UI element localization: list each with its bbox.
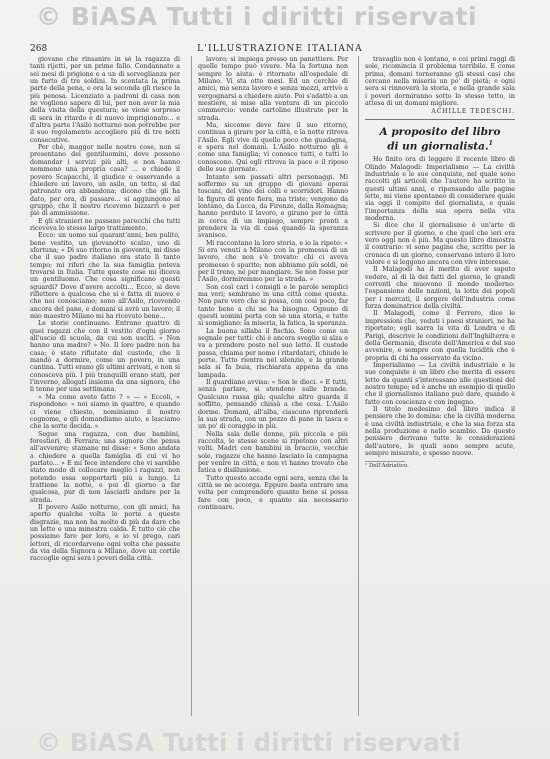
text-column-2: [198, 56, 348, 716]
paragraph: Il Malagodi, come il Ferrero, dice le impressioni che, veduti i paesi stranieri, ne ha riportato; egli narra la vita di Londra e di Parigi, descrive le condizioni dell'Inghilterra e della Germania, discute dell'America e del suo avvenire, e sempre con quella lucidità che è propria di chi ha osservato da vicino.: [365, 310, 515, 362]
paragraph: giovane che rinsanire in sè la ragazza di tanti rijetti, per un prime fallo. Condannato a sei mesi di prigione e a un di sorveglianza per un furto di tre soldini. In scontata la prima parte della pena, e ora la seconda gli riesce la più penosa. Licenziato a padroni di casa non ne vogliono sapere di lui, per non aver la mia della visita della questura; se viene sorpreso di sera in ritardo è di nuovo imprigionato... e d'altra parte l'Asilo notturno non potrebbe per il suo regolamento accogliere più di tre notti consecutive.: [30, 56, 180, 144]
paragraph: Ma, siccome deve fare il suo ritorno, continua a girare per la città, e la notte ritrova l'Asilo. Egli vive di quello poco che guadagna, e spera nel domani. L'Asilo notturno gli è come una famiglia; vi conosce tutti, e tutti lo conoscono. Qui egli ritrova la pace e il riposo delle sue giornate.: [198, 122, 348, 174]
paragraph: La buona sillaba il fischio. Sono come un segnale per tutti: chi è ancora sveglio si alza e va a prendere posto nel suo letto. Il custode passa, chiama per nome i ritardatari, chiude le porte. Tutto rientra nel silenzio, e la grande sala si fa buia, rischiarata appena da una lampada.: [198, 327, 348, 379]
paragraph: Segue una ragazza, con due bambini, forestieri, di Ferrara; una signora che pensa all'avvenire; stamane mi disse: « Sono andata a chiedere a quella famiglia di cui vi ho parlato... » E mi fece intendere che vi sarebbe stato modo di collocare meglio i ragazzi, non potendo essa sopportarli più a lungo. Li trattiene la notte, e poi di giorno a far qualcosa, pur di non lasciarli andare per la strada.: [30, 430, 180, 504]
article-title-line-2: di un giornalista.$^1$: [387, 139, 493, 153]
paragraph: « Ma come avete fatto ? » — « Eccoli, » rispondono: « noi siamo in quattro, e quando ci viene chiesto, nominiamo il nostro cognome, e gli domandiamo aiuto, e lasciamo che la sorte decida. »: [30, 393, 180, 431]
paragraph: Il guardiano avvisa: « Son le dieci. » E tutti, senza parlare, si stendono sulle brande. Qualcuno russa già; qualche altro guarda il soffitto, pensando chissà a che cosa. L'Asilo dorme. Domani, all'alba, ciascuno riprenderà la sua strada, con un pezzo di pane in tasca e un po' di coraggio in più.: [198, 379, 348, 431]
watermark-bottom: © BiASA Tutti i diritti riservati: [36, 728, 461, 757]
paragraph: Imperialismo — La civiltà industriale e le sue conquiste è un libro che merita di essere letto da quanti s'interessano alle questioni del nostro tempo; ed è anche un esempio di quello che il giornalismo italiano può dare, quando è fatto con coscienza e con ingegno.: [365, 361, 515, 406]
footnote: ¹ Dell'Adriatico.: [365, 463, 409, 470]
author-signature: ACHILLE TEDESCHI.: [431, 108, 515, 116]
footnote-marker: 1: [488, 139, 493, 147]
journal-title: L'ILLUSTRAZIONE ITALIANA: [197, 44, 363, 54]
page-number: 268: [30, 44, 48, 54]
paragraph: Mi raccontano la loro storia, e io la ripeto: « Si era venuti a Milano con la promessa di un lavoro, che non s'è trovato: chi ci aveva promesso è sparito; non abbiamo più soldi, né per il treno, né per mangiare. Se non fosse per l'Asilo, dormiremmo per la strada. »: [198, 239, 348, 284]
paragraph: Il Malagodi ha il merito di aver saputo vedere, al di là dei fatti del giorno, le grandi correnti che muovono il mondo moderno: l'espansione delle nazioni, la lotta dei popoli per i mercati, il sorgere dell'industria come forza dominatrice della civiltà.: [365, 266, 515, 311]
paragraph: Son così cari i consigli e le parole semplici ma veri; sembrano in una città come questa. Non pare vero che si possa, con così poco, far tanto bene a chi ne ha bisogno. Ognuno di questi uomini porta con sè una storia, e tutte si somigliano: la miseria, la fatica, la speranza.: [198, 283, 348, 328]
paragraph: Il titolo medesimo del libro indica il pensiero che lo domina: che la civiltà moderna è una civiltà industriale, e che la sua forza sta nella produzione e nello scambio. Da questo pensiero derivano tutte le considerazioni dell'autore, le quali sono sempre acute, sempre misurate, e spesso nuove.: [365, 405, 515, 457]
watermark-top: © BiASA Tutti i diritti riservati: [36, 2, 478, 31]
paragraph: Intanto son passati altri personaggi. Mi soffermo su un gruppo di giovani operai toscani, del vino dei colli e scorridori. Hanno la figura di gente fiera, ma triste; vengono da lontano, da Lucca, da Firenze, dalla Romagna; hanno perduto il lavoro, e girano per le città in cerca di un impiego, sempre pronti a prendere la via di casa quando la speranza svanisce.: [198, 173, 348, 240]
paragraph: lavoro; si impiega presso un panettiere. Per quelle tempo può vivere. Ma la fortuna non sempre lo aiuta: è ritornato all'ospedale di Milano. Vi sta otto mesi. Ed un cerchio di amici, ma senza lavoro e senza mezzi, arrivò a vergognarsi a chiedere aiuto. Poi s'adattò a un mestiere, si mise alla ventura di un piccolo commercio: vende cartoline illustrate per la strada.: [198, 56, 348, 122]
paragraph: Tutto questo accade ogni sera, senza che la città se ne accorga. Eppure basta entrare una volta per comprendere quanto bene si possa fare con poco, e quanto sia necessario continuare.: [198, 474, 348, 511]
paragraph: travaglio non è lontano, e coi primi raggi di sole, ricomincia il problema terribile. E come prima, domani torneranno gli stessi casi che cercano nella miseria un po' di pietà; e ogni sera si rinnoverà la storia, e nella grande sala i poveri dormiranno sotto lo stesso tetto, in attesa di un domani migliore.: [365, 56, 515, 108]
paragraph: Nella sala delle donne, più piccola e più raccolta, le stesse scene si ripetono con altri volti. Madri con bambini in braccio, vecchie sole, ragazze che hanno lasciato la campagna per venire in città, e non vi hanno trovato che fatica e disillusione.: [198, 430, 348, 475]
article-title-line-1: A proposito del libro: [379, 125, 501, 138]
section-divider: [365, 119, 515, 120]
text-column-3: [365, 56, 515, 716]
article-title: [365, 126, 515, 153]
column-rule-2: [358, 56, 359, 716]
paragraph: Le storie continuano. Entrano quattro di quei ragazzi che con il vestito d'ogni giorno all'uscio di scuola, da cui son usciti. « Non hanno una madre? » No. Il loro padre non ha casa; è stato rifiutato dal custode, che li mandò a dormire, come un povero, in una cantina. Tutti erano gli ultimi arrivati, e non si conosceva più. I più tranquilli erano stati, per l'inverno, allogati insieme da una signora, che li tenne per una settimana.: [30, 320, 180, 394]
paragraph: Per chè, maggor nelle nostre cose, non si presentano dei gentiluomini, dove possono domandar i servizi più alti, e non hanno nemmeno una propria casa? ... e chiede il povero Scapacchi, il giudice e osservando a chiedere un lavoro, un asilo, un tetto, si dal patronato ora abbandona; dicono che gli ha dato, per ora, di passare... si aggiungono al gruppo, che il nostro ricevono bizzarri e per piè di ammissione.: [30, 144, 180, 218]
text-column-1: [30, 56, 180, 716]
column-rule-1: [191, 56, 192, 716]
paragraph: Ho finito ora di leggere il recente libro di Olindo Malagodi: Imperialismo — La civiltà industriale e le sue conquiste, nel quale sono raccolti gli articoli che l'autore ha scritto in questi ultimi anni, e ripensando alle pagine lette, mi viene spontaneo di considerare quale sia oggi il compito del giornalista, e quale l'importanza della sua opera nella vita moderna.: [365, 156, 515, 222]
paragraph: E gli stranieri ne passano parecchi che tutti riceveva lo stesso largo trattamento.: [30, 217, 180, 232]
paragraph: Il povero Asilo notturno, con gli amici, ha aperto qualche volta le porte a queste disgrazie, ma non ha molto di più da dare che un letto e una minestra calda. È tutto ciò che possiamo fare per loro, e io vi prego, cari lettori, di ricordarvene ogni volta che passate da via della Signora a Milano, dove un cortile raccoglie ogni sera i poveri della città.: [30, 503, 180, 563]
paragraph: Si dice che il giornalismo è un'arte di scrivere per il giorno, e che quel che ieri era vero oggi non è più. Ma questo libro dimostra il contrario: vi sono pagine che, scritte per la cronaca di un giorno, conservano intero il loro valore e si leggono ancora con vivo interesse.: [365, 222, 515, 267]
paragraph: Ecco: un uomo sui quarant'anni, ben pulito, bene vestito, un giovanotto scalzo, uno di sfortuna; « Di suo ritorno in gioventù, mi disse che il suo padre italiano era stato lì tanto tempo; mi riferì che la sua famiglia poteva trovarsi in Italia. Tutte queste cose mi diceva un gentiluomo. Che cosa significano questi sguardi? Dove d'avere accolti... Ecco, si deve riflettere a qualcosa che si è fatta di nuovo e che noi conosciamo; sono all'Asilo, ricevendo ancora del pane, e domani si avrà un lavoro; il mio maestro Milano mi ha ricevuto bene...: [30, 232, 180, 321]
